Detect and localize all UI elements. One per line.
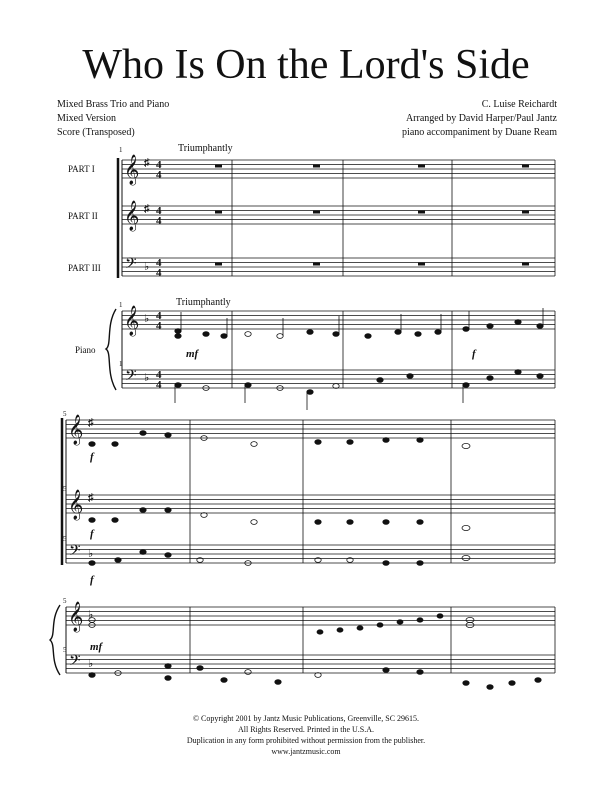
measure-number: 5 bbox=[63, 646, 67, 654]
svg-text:4: 4 bbox=[156, 267, 162, 279]
svg-text:4: 4 bbox=[156, 205, 162, 217]
part-label: Piano bbox=[75, 345, 96, 355]
staff-part-3-sys2 bbox=[66, 545, 555, 563]
staff-part-2 bbox=[122, 206, 555, 224]
staff-part-3 bbox=[122, 258, 555, 276]
svg-text:4: 4 bbox=[156, 379, 162, 391]
dynamic-marking: f bbox=[90, 451, 94, 463]
treble-clef-icon: 𝄞 bbox=[68, 602, 84, 631]
measure-number: 1 bbox=[119, 360, 123, 368]
flat-icon: ♭ bbox=[144, 372, 150, 384]
version-line: Mixed Version bbox=[57, 113, 116, 124]
staff-piano-treble-sys2 bbox=[66, 607, 555, 625]
piano-notes-system-1 bbox=[175, 308, 543, 410]
bass-clef-icon: 𝄢 bbox=[125, 367, 137, 387]
tempo-marking: Triumphantly bbox=[176, 297, 231, 308]
treble-clef-icon: 𝄞 bbox=[124, 306, 140, 335]
svg-text:4: 4 bbox=[156, 159, 162, 171]
svg-text:4: 4 bbox=[156, 169, 162, 181]
dynamic-marking: mf bbox=[186, 348, 199, 360]
part-label: PART III bbox=[68, 263, 101, 273]
score-type-line: Score (Transposed) bbox=[57, 127, 135, 138]
arranger-line: Arranged by David Harper/Paul Jantz bbox=[405, 113, 557, 124]
svg-text:4: 4 bbox=[156, 257, 162, 269]
barlines-system-1 bbox=[232, 160, 555, 388]
copyright-line: © Copyright 2001 by Jantz Music Publications, Greenville, SC 29615. bbox=[192, 714, 420, 723]
bass-clef-icon: 𝄢 bbox=[69, 542, 81, 562]
flat-icon: ♭ bbox=[144, 313, 150, 325]
time-signatures bbox=[156, 159, 162, 391]
svg-text:4: 4 bbox=[156, 310, 162, 322]
page-title: Who Is On the Lord's Side bbox=[82, 42, 530, 88]
composer-line: C. Luise Reichardt bbox=[481, 99, 557, 110]
measure-number: 1 bbox=[119, 301, 123, 309]
svg-text:4: 4 bbox=[156, 369, 162, 381]
flat-icon: ♭ bbox=[88, 609, 94, 621]
bass-clef-icon: 𝄢 bbox=[125, 255, 137, 275]
sharp-icon: ♯ bbox=[88, 492, 94, 504]
part-label: PART II bbox=[68, 211, 98, 221]
treble-clef-icon: 𝄞 bbox=[68, 415, 84, 444]
staff-part-1-sys2 bbox=[66, 420, 555, 438]
tempo-marking: Triumphantly bbox=[178, 143, 233, 154]
dynamic-marking: f bbox=[90, 528, 94, 540]
website-line: www.jantzmusic.com bbox=[271, 747, 341, 756]
rights-line: All Rights Reserved. Printed in the U.S.A. bbox=[238, 725, 374, 734]
copyright-footer bbox=[0, 713, 612, 757]
accompaniment-line: piano accompaniment by Duane Ream bbox=[402, 127, 557, 138]
staff-part-2-sys2 bbox=[66, 495, 555, 513]
measure-number: 5 bbox=[63, 410, 67, 418]
bass-clef-icon: 𝄢 bbox=[69, 652, 81, 672]
staff-part-1 bbox=[122, 160, 555, 178]
treble-clef-icon: 𝄞 bbox=[68, 490, 84, 519]
barlines-system-2 bbox=[190, 420, 555, 673]
flat-icon: ♭ bbox=[88, 658, 94, 670]
flat-icon: ♭ bbox=[144, 261, 150, 273]
treble-clef-icon: 𝄞 bbox=[124, 201, 140, 230]
measure-number: 5 bbox=[63, 535, 67, 543]
sharp-icon: ♯ bbox=[144, 203, 150, 215]
sharp-icon: ♯ bbox=[88, 417, 94, 429]
duplication-line: Duplication in any form prohibited without permission from the publisher. bbox=[186, 736, 426, 745]
sharp-icon: ♯ bbox=[144, 157, 150, 169]
dynamic-marking: f bbox=[90, 574, 94, 586]
notes-system-2 bbox=[89, 431, 541, 690]
flat-icon: ♭ bbox=[88, 548, 94, 560]
staff-piano-bass-sys2 bbox=[66, 655, 555, 673]
measure-number: 1 bbox=[119, 146, 123, 154]
part-label: PART I bbox=[68, 164, 95, 174]
measure-number: 5 bbox=[63, 597, 67, 605]
dynamic-marking: f bbox=[472, 348, 476, 360]
treble-clef-icon: 𝄞 bbox=[124, 155, 140, 184]
ensemble-line: Mixed Brass Trio and Piano bbox=[57, 99, 170, 110]
dynamic-marking: mf bbox=[90, 641, 103, 653]
measure-number: 5 bbox=[63, 485, 67, 493]
svg-text:4: 4 bbox=[156, 215, 162, 227]
svg-text:4: 4 bbox=[156, 320, 162, 332]
